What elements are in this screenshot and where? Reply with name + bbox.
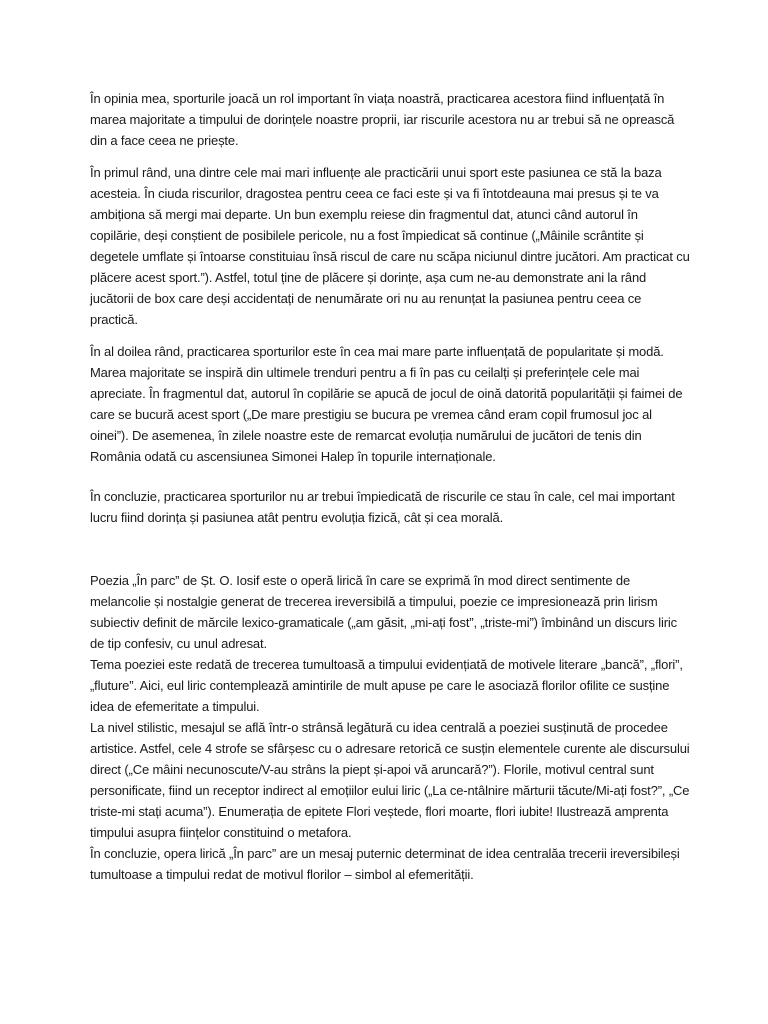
essay-paragraph-first-argument: În primul rând, una dintre cele mai mari influențe ale practicării unui sport este pasiunea ce stă la baza acesteia. În ciuda riscurilor, dragostea pentru ceea ce faci este și va fi întotdeauna mai presus și te va ambiționa să mergi mai departe. Un bun exemplu reiese din fragmentul dat, atunci când autorul în copilărie, deși conștient de posibilele pericole, nu a fost împiedicat să continue („Mâinile scrântite și degetele umflate și întoarse constituiau însă riscul de care nu scăpa niciunul dintre jucători. Am practicat cu plăcere acest sport.”). Astfel, totul ține de plăcere și dorințe, așa cum ne-au demonstrate ani la rând jucătorii de box care deși accidentați de nenumărate ori nu au renunțat la pasiunea pentru ceea ce practică. — [90, 165, 690, 327]
document-page — [90, 88, 690, 885]
essay-paragraph-conclusion: În concluzie, practicarea sporturilor nu ar trebui împiedicată de riscurile ce stau în cale, cel mai important lucru fiind dorința și pasiunea atât pentru evoluția fizică, cât și cea morală. — [90, 489, 675, 525]
section-spacer — [90, 528, 690, 570]
poem-essay-paragraph-style: La nivel stilistic, mesajul se află într-o strânsă legătură cu idea centrală a poeziei susținută de procedee artistice. Astfel, cele 4 strofe se sfârșesc cu o adresare retorică ce susțin elementele curente ale discursului direct („Ce mâini necunoscute/V-au strâns la piept și-apoi vă aruncară?”). Florile, motivul central sunt personificate, fiind un receptor indirect al emoțiilor eului liric („La ce-ntâlnire mărturii tăcute/Mi-ați fost?”, „Ce triste-mi stați acuma”). Enumerația de epitete Flori veștede, flori moarte, flori iubite! Ilustrează amprenta timpului asupra ființelor constituind o metafora. — [90, 720, 690, 840]
poem-essay-paragraph-theme: Tema poeziei este redată de trecerea tumultoasă a timpului evidențiată de motivele literare „bancă”, „flori”, „fluture”. Aici, eul liric contemplează amintirile de mult apuse pe care le asociază florilor ofilite ce susține idea de efemeritate a timpului. — [90, 657, 683, 714]
poem-essay-paragraph-conclusion: În concluzie, opera lirică „În parc” are un mesaj puternic determinat de idea centralăa trecerii ireversibileși tumultoase a timpului redat de motivul florilor – simbol al efemerității. — [90, 846, 680, 882]
essay-paragraph-intro: În opinia mea, sporturile joacă un rol important în viața noastră, practicarea acestora fiind influențată în marea majoritate a timpului de dorințele noastre proprii, iar riscurile acestora nu ar trebui să ne oprească din a face ceea ne priește. — [90, 91, 675, 148]
paragraph-spacer — [90, 467, 690, 486]
paragraph-spacer — [90, 330, 690, 341]
essay-paragraph-second-argument: În al doilea rând, practicarea sporturilor este în cea mai mare parte influențată de popularitate și modă. Marea majoritate se inspiră din ultimele trenduri pentru a fi în pas cu ceilalți și preferințele cele mai apreciate. În fragmentul dat, autorul în copilărie se apucă de jocul de oină datorită popularității și faimei de care se bucură acest sport („De mare prestigiu se bucura pe vremea când eram copil frumosul joc al oinei”). De asemenea, în zilele noastre este de remarcat evoluția numărului de jucători de tenis din România odată cu ascensiunea Simonei Halep în topurile internaționale. — [90, 344, 683, 464]
poem-essay-paragraph-intro: Poezia „În parc” de Șt. O. Iosif este o operă lirică în care se exprimă în mod direct sentimente de melancolie și nostalgie generat de trecerea ireversibilă a timpului, poezie ce impresionează prin lirism subiectiv definit de mărcile lexico-gramaticale („am găsit, „mi-ați fost”, „triste-mi”) îmbinând un discurs liric de tip confesiv, cu unul adresat. — [90, 573, 677, 651]
paragraph-spacer — [90, 151, 690, 162]
